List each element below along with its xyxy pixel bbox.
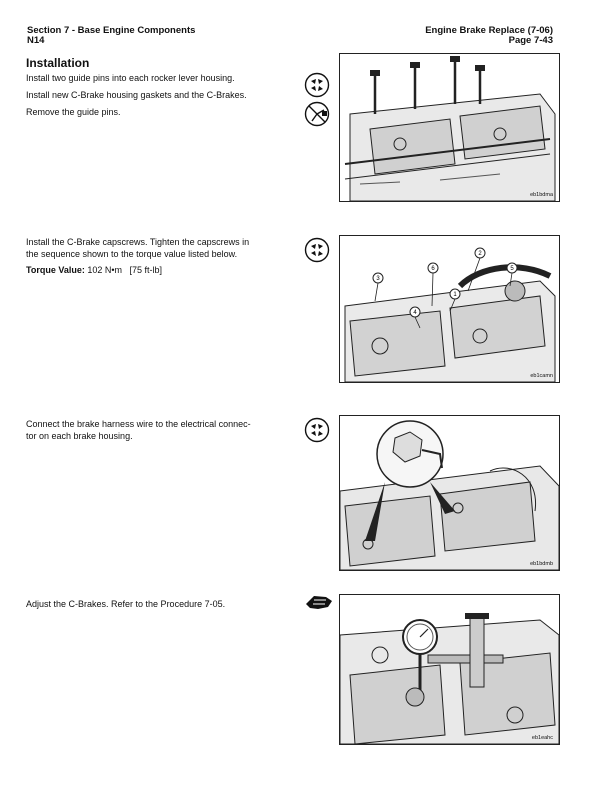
figure-id: eb1bdma <box>530 192 553 198</box>
hand-icon <box>304 592 334 614</box>
torque-label: Torque Value: <box>26 265 85 275</box>
instruction-line: Install new C-Brake housing gaskets and the C-Brakes. <box>26 90 247 100</box>
figure-id: eb1camn <box>530 373 553 379</box>
figure-guide-pins <box>339 53 560 202</box>
callout-5: 5 <box>510 266 514 272</box>
instruction-line: Connect the brake harness wire to the electrical connec- <box>26 419 251 429</box>
step-adjust <box>26 598 298 610</box>
instruction-line: tor on each brake housing. <box>26 431 133 441</box>
instruction-line: Adjust the C-Brakes. Refer to the Procedure 7-05. <box>26 599 226 609</box>
torque-spec <box>26 264 298 276</box>
no-tool-icon <box>304 101 330 127</box>
figure-adjust-brakes <box>339 594 560 745</box>
callout-3: 3 <box>376 276 380 282</box>
instruction-line: Remove the guide pins. <box>26 107 121 117</box>
callout-2: 2 <box>478 251 482 257</box>
callout-4: 4 <box>413 310 417 316</box>
step-harness <box>26 418 298 442</box>
step-capscrews <box>26 236 298 276</box>
page-header-right <box>425 26 553 46</box>
wrench-group-icon <box>304 72 330 98</box>
figure-harness-connector <box>339 415 560 571</box>
installation-heading: Installation <box>26 56 90 70</box>
instruction-line: Install two guide pins into each rocker lever housing. <box>26 73 235 83</box>
torque-wrench-icon <box>304 237 330 263</box>
instruction-line: Install the C-Brake capscrews. Tighten the capscrews in <box>26 237 250 247</box>
instruction-line: the sequence shown to the torque value listed below. <box>26 249 238 259</box>
torque-wrench-icon <box>304 417 330 443</box>
section-title: Section 7 - Base Engine Components <box>27 25 196 36</box>
page-number: Page 7-43 <box>508 35 553 46</box>
model-label: N14 <box>27 35 45 46</box>
figure-torque-sequence <box>339 235 560 383</box>
torque-value-alt: [75 ft-lb] <box>129 265 163 275</box>
callout-1: 1 <box>453 292 457 298</box>
callout-6: 6 <box>431 266 435 272</box>
figure-id: eb1eahc <box>531 735 553 741</box>
figure-id: eb1bdmb <box>530 561 553 567</box>
page-header-left <box>27 26 195 46</box>
procedure-title: Engine Brake Replace (7-06) <box>425 25 553 36</box>
torque-value: 102 N•m <box>87 265 123 275</box>
